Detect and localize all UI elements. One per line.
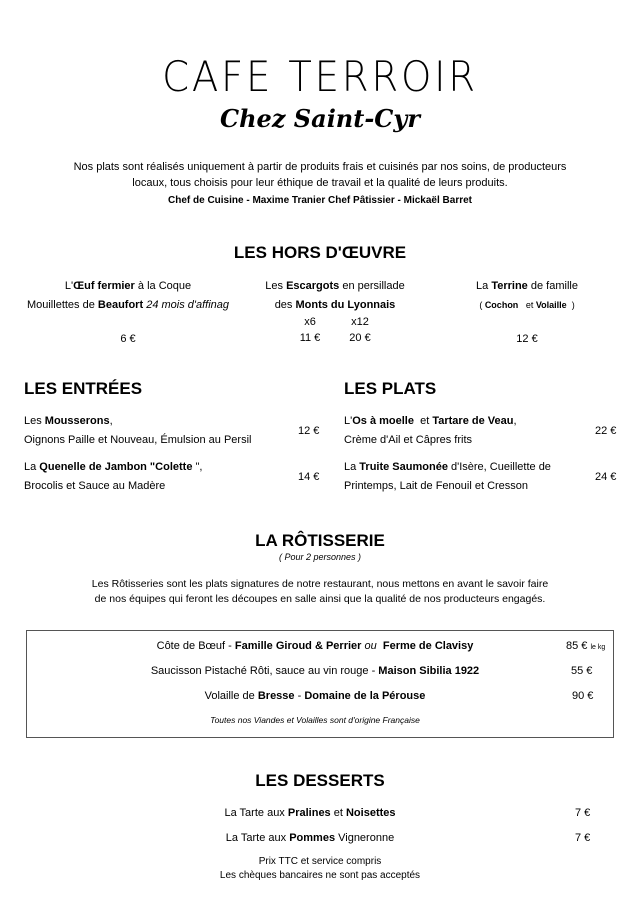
item-line	[18, 296, 238, 315]
text: -	[294, 690, 305, 702]
text: ,	[513, 415, 517, 427]
section-heading-rotisserie: LA RÔTISSERIE	[255, 531, 385, 550]
qty-6: x6	[304, 316, 316, 328]
bold-text: Truite Saumonée	[359, 461, 448, 473]
text: Crème d'Ail et Câpres frits	[344, 434, 473, 446]
italic-text: 24 mois d'affinag	[143, 299, 230, 311]
text: et	[330, 807, 346, 819]
text: Mouillettes de	[26, 299, 98, 311]
bold-text: Pralines	[287, 807, 331, 819]
text: des	[274, 299, 296, 311]
rotisserie-description: Les Rôtisseries sont les plats signatures de notre restaurant, nous mettons en avant le savoir faire de nos équipes qui feront les découpes en salle ainsi que la qualité de nos producteurs engagés.	[91, 578, 549, 605]
item-line	[344, 458, 594, 477]
bold-text: Noisettes	[345, 807, 396, 819]
bold-text: Famille Giroud & Perrier	[234, 640, 362, 652]
text: à la Coque	[134, 280, 192, 292]
footer-prices-note: Prix TTC et service compris	[258, 856, 382, 867]
text: La	[344, 461, 360, 473]
text: Volaille de	[204, 690, 258, 702]
restaurant-title: CAFE TERROIR	[162, 52, 478, 101]
bold-text: Mousserons	[44, 415, 110, 427]
bold-text: Œuf fermier	[73, 280, 135, 292]
item-price: 22 €	[595, 425, 617, 437]
menu-item-oeuf	[18, 277, 238, 349]
bold-text: Ferme de Clavisy	[379, 640, 474, 652]
bold-text: Beaufort	[97, 299, 144, 311]
bold-text: Escargots	[286, 280, 340, 292]
text: La	[476, 280, 492, 292]
menu-item-quenelle	[24, 458, 324, 496]
bold-text: Maison Sibilia 1922	[378, 665, 480, 677]
bold-text: Quenelle de Jambon "Colette	[39, 461, 196, 473]
text: ,	[109, 415, 113, 427]
text: La Tarte aux	[225, 832, 290, 844]
restaurant-subtitle-logo: Chez Saint-Cyr	[220, 104, 420, 133]
text: (	[479, 300, 485, 310]
item-line	[18, 277, 238, 296]
section-heading-plats: LES PLATS	[344, 379, 437, 398]
item-price: 12 €	[516, 333, 538, 345]
item-price: 11 €	[299, 332, 321, 344]
text: Les	[24, 415, 45, 427]
menu-item-escargots	[230, 277, 440, 346]
item-line	[24, 477, 324, 496]
intro-text: Nos plats sont réalisés uniquement à partir de produits frais et cuisinés par nos soins, de producteurs locaux, tous choisis pour leur éthique de travail et la qualité de leurs produits.	[73, 161, 567, 189]
bold-text: Terrine	[491, 280, 528, 292]
item-price: 14 €	[298, 471, 320, 483]
text: L'	[344, 415, 353, 427]
menu-item-os-a-moelle	[344, 412, 594, 450]
chefs-credits: Chef de Cuisine - Maxime Tranier Chef Pâtissier - Mickaël Barret	[168, 195, 472, 206]
text: La Tarte aux	[224, 807, 288, 819]
item-price: 24 €	[595, 471, 617, 483]
item-price: 7 €	[575, 832, 591, 844]
bold-text: Bresse	[257, 690, 295, 702]
rotisserie-note: ( Pour 2 personnes )	[278, 552, 362, 562]
item-line	[24, 458, 324, 477]
text: et	[518, 300, 536, 310]
bold-text: Os à moelle	[352, 415, 414, 427]
item-line	[427, 277, 627, 296]
rotisserie-item-volaille	[90, 687, 540, 706]
text: Brocolis et Sauce au Madère	[24, 480, 166, 492]
item-line	[427, 296, 627, 315]
footer	[0, 855, 640, 883]
item-price	[566, 637, 605, 657]
item-price: 90 €	[572, 690, 594, 702]
menu-item-truite	[344, 458, 594, 496]
text: et	[413, 415, 433, 427]
item-price: 20 €	[349, 332, 371, 344]
item-line	[24, 412, 324, 431]
text: L'	[64, 280, 74, 292]
price-value: 85 €	[566, 640, 588, 652]
item-line	[344, 431, 594, 450]
dessert-item-tarte-pralines	[160, 804, 460, 823]
text: Vigneronne	[335, 832, 395, 844]
text: d'Isère, Cueillette de	[447, 461, 551, 473]
bold-text: Domaine de la Pérouse	[304, 690, 426, 702]
section-heading-entrees: LES ENTRÉES	[24, 379, 143, 398]
dessert-item-tarte-pommes	[160, 829, 460, 848]
menu-item-mousserons	[24, 412, 324, 450]
text: )	[566, 300, 575, 310]
text: Saucisson Pistaché Rôti, sauce au vin rouge -	[150, 665, 379, 677]
text: La	[24, 461, 40, 473]
bold-text: Cochon	[484, 300, 519, 310]
bold-text: Monts du Lyonnais	[295, 299, 396, 311]
footer-cheques-note: Les chèques bancaires ne sont pas acceptés	[219, 870, 421, 881]
item-line	[230, 277, 440, 296]
item-line	[230, 296, 440, 315]
item-price: 12 €	[298, 425, 320, 437]
menu-item-terrine	[427, 277, 627, 349]
item-price: 7 €	[575, 807, 591, 819]
item-price: 55 €	[571, 665, 593, 677]
origin-note: Toutes nos Viandes et Volailles sont d'origine Française	[210, 715, 420, 725]
text: Printemps, Lait de Fenouil et Cresson	[344, 480, 529, 492]
text: Oignons Paille et Nouveau, Émulsion au Persil	[24, 434, 252, 446]
section-heading-desserts: LES DESSERTS	[255, 771, 385, 790]
text: en persillade	[339, 280, 405, 292]
text: de famille	[527, 280, 578, 292]
qty-12: x12	[351, 316, 369, 328]
rotisserie-item-saucisson	[90, 662, 540, 681]
text: ",	[195, 461, 203, 473]
price-unit: le kg	[590, 644, 606, 651]
bold-text: Volaille	[535, 300, 567, 310]
section-heading-hors-doeuvre: LES HORS D'ŒUVRE	[233, 243, 407, 262]
italic-text: ou	[361, 640, 380, 652]
item-line	[344, 477, 594, 496]
bold-text: Pommes	[289, 832, 336, 844]
bold-text: Tartare de Veau	[432, 415, 514, 427]
rotisserie-item-cote-de-boeuf	[90, 637, 540, 656]
text: Côte de Bœuf -	[156, 640, 235, 652]
text: Les	[265, 280, 287, 292]
item-price: 6 €	[120, 333, 136, 345]
item-line	[344, 412, 594, 431]
item-line	[24, 431, 324, 450]
